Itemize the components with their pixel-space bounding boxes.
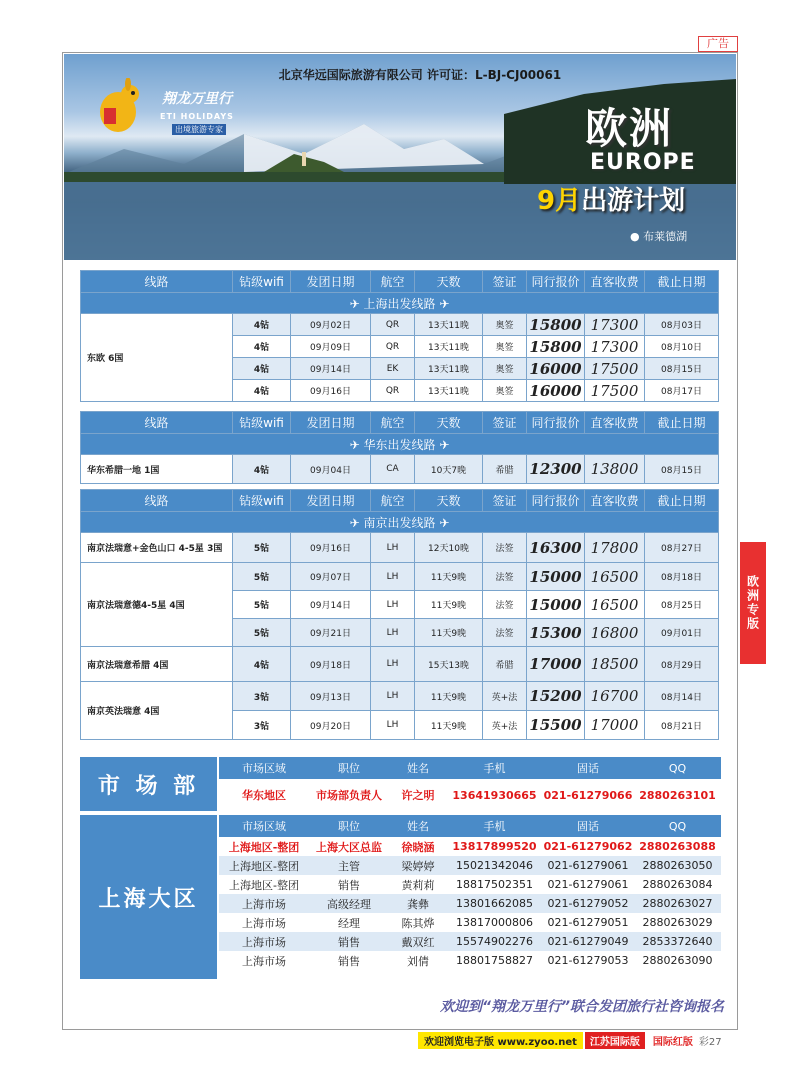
deadline-cell: 09月01日 (645, 619, 719, 647)
days-cell: 13天11晚 (415, 336, 483, 358)
header-cell: 航空 (371, 271, 415, 293)
logo-slogan: 出境旅游专家 (172, 124, 226, 135)
contact-cell: 戴双红 (389, 932, 447, 951)
diamond-cell: 5钻 (233, 591, 291, 619)
peer-price-cell: 15000 (527, 591, 585, 619)
header-cell: 钻级wifi (233, 490, 291, 512)
date-cell: 09月13日 (291, 682, 371, 711)
contact-header-cell: 手机 (447, 815, 542, 837)
contact-cell: 上海地区-整团 (219, 856, 309, 875)
airplane-icon: ✈ (349, 296, 360, 311)
airline-cell: LH (371, 711, 415, 740)
contact-cell: 13817000806 (456, 916, 533, 929)
footer-browse[interactable]: 欢迎浏览电子版 www.zyoo.net (418, 1032, 583, 1049)
contact-cell: 2853372640 (634, 932, 721, 951)
contact-header (219, 815, 721, 837)
header-cell: 发团日期 (291, 412, 371, 434)
contact-cell: 13817899520 (452, 840, 537, 853)
diamond-cell: 5钻 (233, 533, 291, 563)
header-cell: 航空 (371, 412, 415, 434)
days-cell: 12天10晚 (415, 533, 483, 563)
footer-red: 国际红版 (652, 1037, 693, 1048)
peer-price-cell: 15800 (527, 336, 585, 358)
contact-cell: 销售 (309, 932, 389, 951)
table-row (81, 682, 719, 711)
contact-cell: 刘倩 (407, 954, 429, 968)
contact-header-cell: 职位 (309, 757, 389, 779)
contact-cell: 15021342046 (447, 856, 542, 875)
days-cell: 10天7晚 (415, 455, 483, 484)
section-row (81, 434, 719, 455)
header-cell: 签证 (483, 412, 527, 434)
contact-cell: 13801662085 (447, 894, 542, 913)
contact-cell: 上海地区-整团 (229, 878, 299, 892)
peer-price-cell: 15500 (527, 711, 585, 740)
contact-cell: 021-61279049 (542, 932, 634, 951)
hero-title-en: EUROPE (590, 150, 696, 175)
contact-row (219, 875, 721, 894)
peer-price-cell: 15800 (527, 314, 585, 336)
diamond-cell: 4钻 (233, 647, 291, 682)
section-row (81, 293, 719, 314)
header-cell: 钻级wifi (233, 412, 291, 434)
retail-price-cell: 17300 (585, 314, 645, 336)
contact-cell: 市场部负责人 (316, 789, 382, 802)
deadline-cell: 08月15日 (645, 358, 719, 380)
contact-header-cell: QQ (634, 815, 721, 837)
peer-price-cell: 16000 (527, 380, 585, 402)
visa-cell: 奥签 (483, 336, 527, 358)
visa-cell: 英+法 (483, 682, 527, 711)
route-name-cell: 东欧 6国 (81, 314, 233, 402)
contact-header-cell: 手机 (447, 757, 542, 779)
diamond-cell: 3钻 (233, 682, 291, 711)
contact-header-cell: QQ (634, 757, 721, 779)
contact-cell: 高级经理 (309, 894, 389, 913)
deadline-cell: 08月25日 (645, 591, 719, 619)
date-cell: 09月07日 (291, 563, 371, 591)
contact-cell: 2880263088 (639, 840, 716, 853)
kangaroo-mascot-icon (88, 78, 152, 138)
header-cell: 天数 (415, 271, 483, 293)
hero-plan (537, 180, 685, 217)
welcome-text: 欢迎到“翔龙万里行”联合发团旅行社咨询报名 (440, 999, 725, 1015)
deadline-cell: 08月18日 (645, 563, 719, 591)
contact-header-cell: 姓名 (389, 757, 447, 779)
hero-plan-text: 出游计划 (581, 186, 686, 216)
section-label: 南京出发线路 (363, 515, 436, 530)
header-cell: 线路 (81, 412, 233, 434)
diamond-cell: 5钻 (233, 619, 291, 647)
contact-cell: 上海地区-整团 (228, 840, 300, 854)
contact-cell: 021-61279061 (547, 878, 629, 891)
peer-price-cell: 15300 (527, 619, 585, 647)
visa-cell: 法签 (483, 619, 527, 647)
days-cell: 11天9晚 (415, 619, 483, 647)
contact-row (219, 932, 721, 951)
peer-price-cell: 17000 (527, 647, 585, 682)
route-table-nanjing (80, 489, 719, 740)
visa-cell: 法签 (483, 591, 527, 619)
retail-price-cell: 16500 (585, 591, 645, 619)
footer (418, 1033, 722, 1048)
contact-header-cell: 市场区域 (219, 815, 309, 837)
contact-cell: 上海大区总监 (316, 840, 382, 854)
visa-cell: 法签 (483, 563, 527, 591)
retail-price-cell: 17300 (585, 336, 645, 358)
contact-cell: 上海市场 (242, 916, 286, 930)
contact-cell: 销售 (338, 878, 360, 892)
contact-cell: 华东地区 (242, 789, 286, 802)
contact-cell: 许之明 (401, 789, 435, 802)
date-cell: 09月14日 (291, 591, 371, 619)
header-cell: 同行报价 (527, 271, 585, 293)
route-name-cell: 华东希腊一地 1国 (81, 455, 233, 484)
contact-cell: 上海市场 (219, 932, 309, 951)
table-row (81, 533, 719, 563)
logo-en: ETI HOLIDAYS (160, 112, 234, 121)
header-cell: 截止日期 (645, 271, 719, 293)
airline-cell: LH (371, 563, 415, 591)
dept-shanghai: 上海大区 (80, 815, 217, 979)
contact-cell: 徐晓涵 (401, 840, 435, 854)
contact-cell: 上海市场 (242, 954, 286, 968)
airline-cell: QR (371, 380, 415, 402)
contact-cell: 2880263050 (634, 856, 721, 875)
market-contact-table (219, 757, 721, 811)
contact-row (219, 837, 721, 856)
visa-cell: 奥签 (483, 380, 527, 402)
contact-row (219, 779, 721, 811)
contact-cell: 13641930665 (452, 788, 537, 802)
deadline-cell: 08月17日 (645, 380, 719, 402)
airline-cell: LH (371, 533, 415, 563)
peer-price-cell: 15000 (527, 563, 585, 591)
contact-row (219, 894, 721, 913)
contact-header-cell: 市场区域 (219, 757, 309, 779)
airplane-icon: ✈ (349, 437, 360, 452)
contact-cell: 021-61279052 (542, 894, 634, 913)
side-tab: 欧洲专版 (740, 542, 766, 664)
header-cell: 线路 (81, 490, 233, 512)
airplane-icon: ✈ (439, 437, 450, 452)
retail-price-cell: 18500 (585, 647, 645, 682)
section-label: 上海出发线路 (363, 296, 436, 311)
contact-cell: 上海市场 (219, 894, 309, 913)
airplane-icon: ✈ (439, 515, 450, 530)
peer-price-cell: 12300 (527, 455, 585, 484)
table-row (81, 647, 719, 682)
contact-cell: 2880263090 (642, 954, 713, 967)
hero-title-cn: 欧洲 (585, 104, 674, 153)
contact-cell: 15574902276 (447, 932, 542, 951)
header-cell: 线路 (81, 271, 233, 293)
contact-cell: 18817502351 (456, 878, 533, 891)
header-cell: 签证 (483, 271, 527, 293)
airline-cell: LH (371, 682, 415, 711)
route-name-cell: 南京英法瑞意 4国 (81, 682, 233, 740)
header-cell: 航空 (371, 490, 415, 512)
diamond-cell: 3钻 (233, 711, 291, 740)
date-cell: 09月16日 (291, 380, 371, 402)
date-cell: 09月04日 (291, 455, 371, 484)
deadline-cell: 08月29日 (645, 647, 719, 682)
header-cell: 天数 (415, 412, 483, 434)
contact-header-cell: 固话 (542, 757, 634, 779)
route-name-cell: 南京法瑞意希腊 4国 (81, 647, 233, 682)
days-cell: 11天9晚 (415, 682, 483, 711)
contact-cell: 021-61279051 (547, 916, 629, 929)
header-cell: 直客收费 (585, 490, 645, 512)
hero-place: ● 布莱德湖 (630, 230, 688, 243)
contact-cell: 经理 (338, 916, 360, 930)
visa-cell: 奥签 (483, 358, 527, 380)
airplane-icon: ✈ (349, 515, 360, 530)
date-cell: 09月21日 (291, 619, 371, 647)
retail-price-cell: 17500 (585, 380, 645, 402)
days-cell: 13天11晚 (415, 380, 483, 402)
airline-cell: CA (371, 455, 415, 484)
shanghai-contact-table (219, 815, 721, 970)
airplane-icon: ✈ (439, 296, 450, 311)
contact-cell: 销售 (338, 954, 360, 968)
contact-header-cell: 姓名 (389, 815, 447, 837)
days-cell: 15天13晚 (415, 647, 483, 682)
company-license: 北京华远国际旅游有限公司 许可证：L-BJ-CJ00061 (278, 68, 562, 82)
contact-cell: 梁婷婷 (389, 856, 447, 875)
retail-price-cell: 16700 (585, 682, 645, 711)
table-row (81, 455, 719, 484)
table-header (81, 490, 719, 512)
deadline-cell: 08月10日 (645, 336, 719, 358)
contact-cell: 2880263084 (642, 878, 713, 891)
contact-cell: 021-61279062 (543, 840, 633, 853)
contact-cell: 龚彝 (389, 894, 447, 913)
contact-row (219, 856, 721, 875)
days-cell: 13天11晚 (415, 358, 483, 380)
deadline-cell: 08月15日 (645, 455, 719, 484)
table-row (81, 563, 719, 591)
days-cell: 11天9晚 (415, 563, 483, 591)
airline-cell: EK (371, 358, 415, 380)
route-name-cell: 南京法瑞意+金色山口 4-5星 3国 (81, 533, 233, 563)
header-cell: 钻级wifi (233, 271, 291, 293)
route-name-cell: 南京法瑞意德4-5星 4国 (81, 563, 233, 647)
airline-cell: QR (371, 314, 415, 336)
header-cell: 同行报价 (527, 490, 585, 512)
contact-header-cell: 固话 (542, 815, 634, 837)
contact-cell: 2880263029 (642, 916, 713, 929)
deadline-cell: 08月03日 (645, 314, 719, 336)
visa-cell: 英+法 (483, 711, 527, 740)
table-header (81, 412, 719, 434)
date-cell: 09月16日 (291, 533, 371, 563)
route-table-huadong (80, 411, 719, 484)
header-cell: 发团日期 (291, 271, 371, 293)
contact-cell: 2880263027 (634, 894, 721, 913)
diamond-cell: 4钻 (233, 358, 291, 380)
date-cell: 09月09日 (291, 336, 371, 358)
section-label: 华东出发线路 (363, 437, 436, 452)
ad-tag: 广告 (698, 36, 738, 52)
visa-cell: 奥签 (483, 314, 527, 336)
table-header (81, 271, 719, 293)
retail-price-cell: 16800 (585, 619, 645, 647)
airline-cell: LH (371, 591, 415, 619)
deadline-cell: 08月14日 (645, 682, 719, 711)
contact-cell: 2880263101 (639, 788, 716, 802)
contact-cell: 主管 (309, 856, 389, 875)
contact-row (219, 913, 721, 932)
diamond-cell: 4钻 (233, 380, 291, 402)
retail-price-cell: 17500 (585, 358, 645, 380)
route-table-shanghai (80, 270, 719, 402)
hero-month: 9月 (537, 186, 582, 216)
days-cell: 13天11晚 (415, 314, 483, 336)
table-row (81, 314, 719, 336)
dept-market: 市 场 部 (80, 757, 217, 811)
header-cell: 天数 (415, 490, 483, 512)
header-cell: 签证 (483, 490, 527, 512)
retail-price-cell: 17000 (585, 711, 645, 740)
deadline-cell: 08月21日 (645, 711, 719, 740)
header-cell: 截止日期 (645, 412, 719, 434)
contact-header (219, 757, 721, 779)
airline-cell: LH (371, 647, 415, 682)
contact-cell: 021-61279061 (542, 856, 634, 875)
header-cell: 直客收费 (585, 412, 645, 434)
contact-cell: 021-61279066 (543, 788, 633, 802)
retail-price-cell: 16500 (585, 563, 645, 591)
days-cell: 11天9晚 (415, 711, 483, 740)
section-row (81, 512, 719, 533)
diamond-cell: 4钻 (233, 314, 291, 336)
header-cell: 发团日期 (291, 490, 371, 512)
footer-edition: 江苏国际版 (585, 1032, 645, 1049)
airline-cell: QR (371, 336, 415, 358)
visa-cell: 希腊 (483, 647, 527, 682)
contact-cell: 18801758827 (456, 954, 533, 967)
peer-price-cell: 16300 (527, 533, 585, 563)
contact-cell: 黄莉莉 (401, 878, 435, 892)
contact-cell: 陈其烨 (401, 916, 435, 930)
date-cell: 09月02日 (291, 314, 371, 336)
header-cell: 同行报价 (527, 412, 585, 434)
deadline-cell: 08月27日 (645, 533, 719, 563)
peer-price-cell: 15200 (527, 682, 585, 711)
diamond-cell: 5钻 (233, 563, 291, 591)
visa-cell: 法签 (483, 533, 527, 563)
diamond-cell: 4钻 (233, 455, 291, 484)
contact-cell: 021-61279053 (547, 954, 629, 967)
footer-page: 彩27 (698, 1037, 722, 1048)
retail-price-cell: 13800 (585, 455, 645, 484)
days-cell: 11天9晚 (415, 591, 483, 619)
date-cell: 09月14日 (291, 358, 371, 380)
logo-title: 翔龙万里行 (162, 91, 232, 107)
contact-header-cell: 职位 (309, 815, 389, 837)
diamond-cell: 4钻 (233, 336, 291, 358)
contact-row (219, 951, 721, 970)
airline-cell: LH (371, 619, 415, 647)
header-cell: 直客收费 (585, 271, 645, 293)
header-cell: 截止日期 (645, 490, 719, 512)
retail-price-cell: 17800 (585, 533, 645, 563)
peer-price-cell: 16000 (527, 358, 585, 380)
date-cell: 09月20日 (291, 711, 371, 740)
date-cell: 09月18日 (291, 647, 371, 682)
visa-cell: 希腊 (483, 455, 527, 484)
